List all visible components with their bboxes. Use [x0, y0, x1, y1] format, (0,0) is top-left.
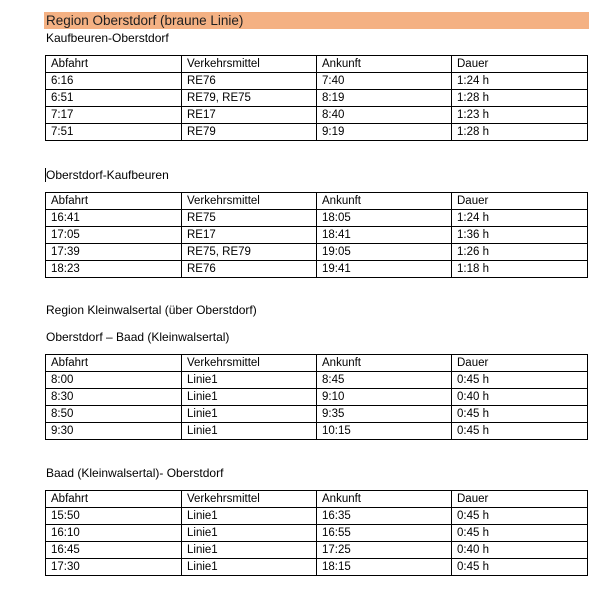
column-header: Ankunft: [317, 491, 452, 508]
table-cell: 0:40 h: [452, 389, 588, 406]
column-header: Dauer: [452, 355, 588, 372]
table-cell: 0:45 h: [452, 559, 588, 576]
table-cell: 8:30: [46, 389, 182, 406]
section-heading-oberstdorf-kaufbeuren: Oberstdorf-Kaufbeuren: [46, 168, 169, 182]
table-cell: 6:51: [46, 90, 182, 107]
table-cell: 16:45: [46, 542, 182, 559]
table-row: [46, 406, 588, 423]
table-header-row: [46, 491, 588, 508]
column-header: Verkehrsmittel: [182, 491, 317, 508]
table-row: [46, 372, 588, 389]
table-cell: 0:45 h: [452, 423, 588, 440]
table-cell: 9:19: [317, 124, 452, 141]
table-row: [46, 261, 588, 278]
table-cell: 8:19: [317, 90, 452, 107]
column-header: Verkehrsmittel: [182, 193, 317, 210]
table-cell: 1:24 h: [452, 210, 588, 227]
table-cell: 18:05: [317, 210, 452, 227]
table-cell: 1:28 h: [452, 124, 588, 141]
table-cell: 0:45 h: [452, 406, 588, 423]
table-cell: RE75, RE79: [182, 244, 317, 261]
table-cell: 7:40: [317, 73, 452, 90]
table-cell: 17:39: [46, 244, 182, 261]
table-cell: 8:00: [46, 372, 182, 389]
table-row: [46, 423, 588, 440]
column-header: Dauer: [452, 56, 588, 73]
table-row: [46, 73, 588, 90]
table-cell: 0:40 h: [452, 542, 588, 559]
table-cell: 8:50: [46, 406, 182, 423]
column-header: Abfahrt: [46, 56, 182, 73]
table-cell: Linie1: [182, 525, 317, 542]
column-header: Dauer: [452, 491, 588, 508]
table-cell: Linie1: [182, 508, 317, 525]
table-cell: 1:24 h: [452, 73, 588, 90]
column-header: Verkehrsmittel: [182, 56, 317, 73]
table-cell: 1:26 h: [452, 244, 588, 261]
table-cell: 0:45 h: [452, 525, 588, 542]
table-row: [46, 542, 588, 559]
table-row: [46, 227, 588, 244]
table-cell: Linie1: [182, 372, 317, 389]
table-cell: RE79: [182, 124, 317, 141]
table-cell: 1:18 h: [452, 261, 588, 278]
table-cell: 1:36 h: [452, 227, 588, 244]
section-heading-oberstdorf-baad: Oberstdorf – Baad (Kleinwalsertal): [46, 330, 230, 344]
table-cell: 18:23: [46, 261, 182, 278]
table-cell: 7:51: [46, 124, 182, 141]
table-row: [46, 244, 588, 261]
table-cell: Linie1: [182, 406, 317, 423]
column-header: Abfahrt: [46, 355, 182, 372]
table-cell: 0:45 h: [452, 508, 588, 525]
table-cell: 17:30: [46, 559, 182, 576]
table-cell: 19:41: [317, 261, 452, 278]
table-header-row: [46, 355, 588, 372]
table-row: [46, 210, 588, 227]
table-header-row: [46, 56, 588, 73]
table-cell: 18:41: [317, 227, 452, 244]
table-cell: 8:40: [317, 107, 452, 124]
section-heading-baad-oberstdorf: Baad (Kleinwalsertal)- Oberstdorf: [46, 466, 224, 480]
column-header: Ankunft: [317, 355, 452, 372]
table-cell: 9:10: [317, 389, 452, 406]
table-cell: 8:45: [317, 372, 452, 389]
table-cell: 9:35: [317, 406, 452, 423]
table-cell: 1:28 h: [452, 90, 588, 107]
timetable-oberstdorf-kaufbeuren: [45, 192, 588, 278]
table-row: [46, 508, 588, 525]
table-cell: Linie1: [182, 559, 317, 576]
table-cell: 6:16: [46, 73, 182, 90]
table-cell: 1:23 h: [452, 107, 588, 124]
table-cell: 17:05: [46, 227, 182, 244]
table-cell: RE75: [182, 210, 317, 227]
table-header-row: [46, 193, 588, 210]
table-cell: 9:30: [46, 423, 182, 440]
column-header: Ankunft: [317, 56, 452, 73]
table-cell: 16:35: [317, 508, 452, 525]
table-cell: Linie1: [182, 542, 317, 559]
table-cell: RE79, RE75: [182, 90, 317, 107]
column-header: Abfahrt: [46, 193, 182, 210]
table-row: [46, 107, 588, 124]
table-cell: RE17: [182, 227, 317, 244]
table-row: [46, 124, 588, 141]
table-cell: Linie1: [182, 389, 317, 406]
table-cell: RE76: [182, 261, 317, 278]
region-kleinwalsertal-heading: Region Kleinwalsertal (über Oberstdorf): [46, 303, 257, 317]
table-cell: RE76: [182, 73, 317, 90]
table-cell: Linie1: [182, 423, 317, 440]
column-header: Dauer: [452, 193, 588, 210]
table-row: [46, 90, 588, 107]
table-cell: 7:17: [46, 107, 182, 124]
region-oberstdorf-heading: Region Oberstdorf (braune Linie): [44, 12, 589, 29]
table-cell: 16:55: [317, 525, 452, 542]
table-cell: 18:15: [317, 559, 452, 576]
table-row: [46, 389, 588, 406]
timetable-baad-oberstdorf: [45, 490, 588, 576]
table-cell: 0:45 h: [452, 372, 588, 389]
timetable-kaufbeuren-oberstdorf: [45, 55, 588, 141]
table-cell: 16:10: [46, 525, 182, 542]
table-cell: RE17: [182, 107, 317, 124]
column-header: Ankunft: [317, 193, 452, 210]
column-header: Verkehrsmittel: [182, 355, 317, 372]
table-row: [46, 559, 588, 576]
table-row: [46, 525, 588, 542]
column-header: Abfahrt: [46, 491, 182, 508]
timetable-oberstdorf-baad: [45, 354, 588, 440]
table-cell: 15:50: [46, 508, 182, 525]
section-heading-kaufbeuren-oberstdorf: Kaufbeuren-Oberstdorf: [46, 31, 169, 45]
table-cell: 17:25: [317, 542, 452, 559]
table-cell: 19:05: [317, 244, 452, 261]
table-cell: 10:15: [317, 423, 452, 440]
table-cell: 16:41: [46, 210, 182, 227]
